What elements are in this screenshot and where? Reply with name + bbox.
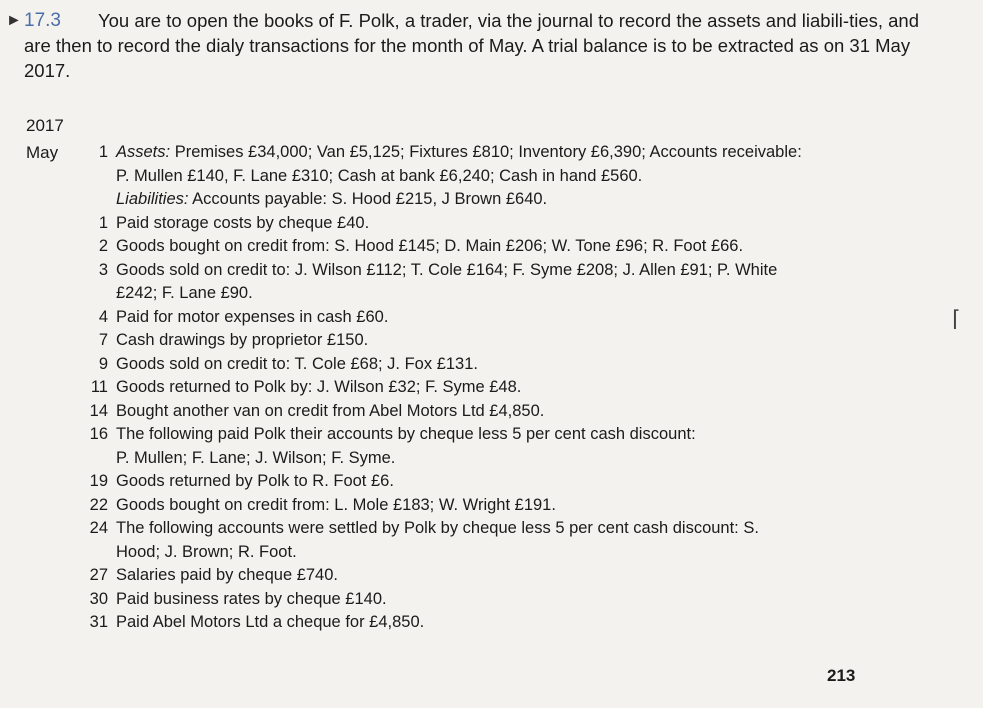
assets-label: Assets: [116, 143, 171, 161]
transaction-entry [72, 259, 932, 306]
entry-day: 4 [98, 307, 108, 326]
transaction-entry [72, 517, 932, 564]
year-label: 2017 [26, 116, 64, 135]
entry-text: Paid for motor expenses in cash £60. [116, 307, 389, 326]
entry-day: 31 [89, 613, 108, 631]
entry-day: 27 [89, 566, 108, 584]
entry-text: Cash drawings by proprietor £150. [116, 331, 369, 349]
transaction-list [72, 141, 932, 635]
entry-day: 30 [89, 589, 108, 608]
opening-entry [72, 141, 932, 212]
entry-day: 14 [89, 401, 108, 420]
entry-text: Salaries paid by cheque £740. [116, 566, 338, 584]
entry-text: £242; F. Lane £90. [116, 284, 253, 302]
entry-day: 1 [98, 213, 108, 232]
entry-day: 9 [98, 354, 108, 373]
entry-text: Goods sold on credit to: J. Wilson £112; T. Cole £164; F. Syme £208; J. Allen £91; P. White [116, 260, 778, 279]
question-intro: You are to open the books of F. Polk, a trader, via the journal to record the assets and liabili-ties, and are then to record the dialy transactions for the month of May. A trial balance is to be extracted as on 31 May 2017. [24, 10, 920, 81]
entry-text: Goods returned by Polk to R. Foot £6. [116, 472, 394, 490]
transaction-entry [72, 470, 932, 494]
entry-day: 19 [89, 472, 108, 490]
entry-text: Goods sold on credit to: T. Cole £68; J. Fox £131. [116, 354, 478, 373]
transaction-entry [72, 494, 932, 518]
entry-day: 1 [98, 143, 108, 161]
liabilities-text: Accounts payable: S. Hood £215, J Brown £640. [192, 190, 548, 208]
entry-day: 2 [98, 237, 108, 255]
transaction-entry [72, 564, 932, 588]
margin-bracket-mark: ⌈ [952, 306, 961, 331]
transaction-entry [72, 423, 932, 470]
entry-day: 22 [89, 495, 108, 514]
assets-text-2: P. Mullen £140, F. Lane £310; Cash at bank £6,240; Cash in hand £560. [116, 166, 643, 185]
transaction-entry [72, 329, 932, 353]
entry-text: Paid business rates by cheque £140. [116, 589, 387, 608]
transaction-entry [72, 212, 932, 236]
entry-text: The following paid Polk their accounts by cheque less 5 per cent cash discount: [116, 425, 696, 443]
question-number: 17.3 [24, 10, 61, 31]
transaction-entry [72, 235, 932, 259]
month-label: May [26, 143, 59, 162]
transaction-entry [72, 400, 932, 424]
entry-day: 3 [98, 260, 108, 279]
entry-text: Bought another van on credit from Abel Motors Ltd £4,850. [116, 401, 545, 420]
entry-text: The following accounts were settled by Polk by cheque less 5 per cent cash discount: S. [116, 519, 759, 537]
entry-text: Hood; J. Brown; R. Foot. [116, 542, 297, 561]
page-number: 213 [827, 666, 856, 685]
entry-text: Goods returned to Polk by: J. Wilson £32; F. Syme £48. [116, 378, 522, 396]
bullet-arrow-icon: ► [6, 12, 22, 29]
transaction-entry [72, 376, 932, 400]
transaction-entry [72, 588, 932, 612]
entry-text: Goods bought on credit from: L. Mole £183; W. Wright £191. [116, 495, 556, 514]
entry-text: Goods bought on credit from: S. Hood £145; D. Main £206; W. Tone £96; R. Foot £66. [116, 237, 744, 255]
liabilities-label: Liabilities: [116, 190, 189, 208]
liabilities-line [116, 188, 932, 212]
assets-line [116, 141, 932, 165]
entry-day: 7 [98, 331, 108, 349]
entry-text: Paid Abel Motors Ltd a cheque for £4,850. [116, 613, 425, 631]
entry-day: 11 [90, 378, 108, 396]
assets-text-1: Premises £34,000; Van £5,125; Fixtures £810; Inventory £6,390; Accounts receivable: [174, 143, 802, 161]
entry-text: Paid storage costs by cheque £40. [116, 213, 370, 232]
transaction-entry [72, 306, 932, 330]
transaction-entry [72, 353, 932, 377]
entry-day: 16 [89, 425, 108, 443]
entry-day: 24 [89, 519, 108, 537]
entry-text: P. Mullen; F. Lane; J. Wilson; F. Syme. [116, 448, 396, 467]
transaction-entry [72, 611, 932, 635]
